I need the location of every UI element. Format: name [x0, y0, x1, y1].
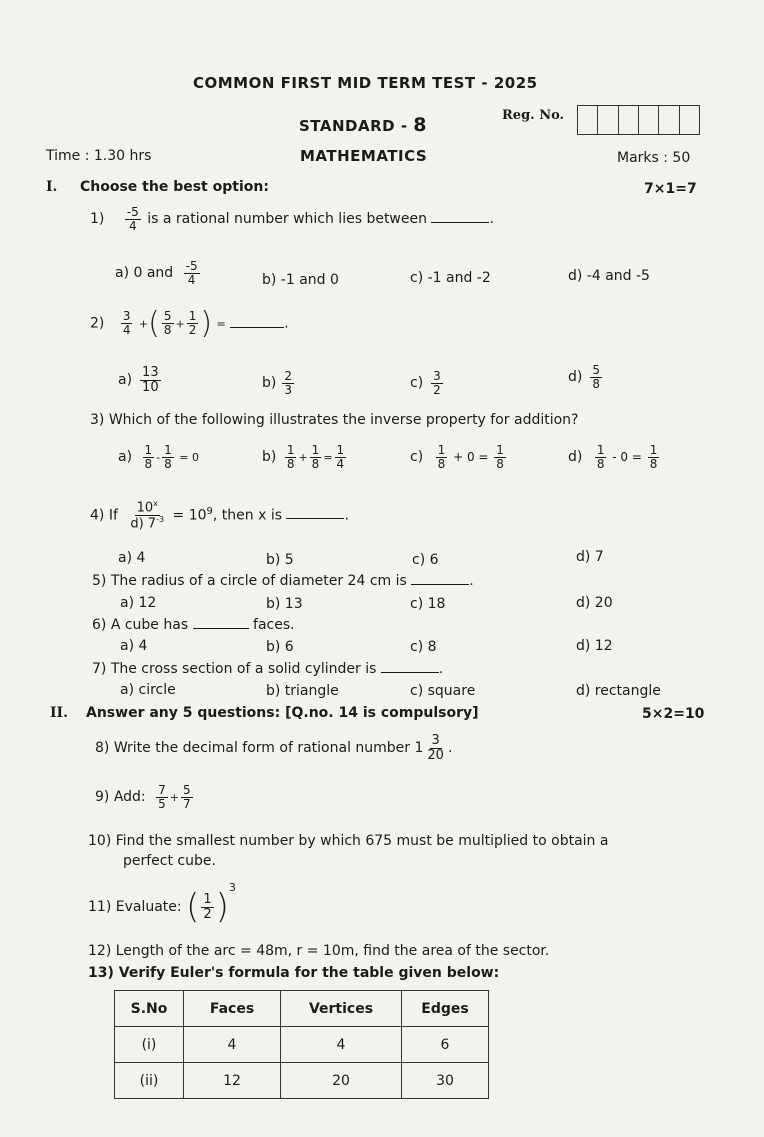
standard-label: STANDARD - 8	[299, 114, 427, 136]
q6-option-c: c) 8	[410, 639, 437, 655]
q2-option-d: d) $\frac{5}{8}$	[568, 363, 600, 391]
q3-option-d: d) $\frac{1}{8}$ - 0 = $\frac{1}{8}$	[568, 443, 658, 471]
question-8: 8) Write the decimal form of rational number 1 $\frac{3}{20}$ .	[95, 733, 453, 763]
answer-blank	[431, 210, 489, 223]
section-1-marks: 7×1=7	[644, 181, 697, 197]
table-cell: (ii)	[115, 1063, 184, 1099]
question-2: 2) $\frac{3}{4}$ +( $\frac{5}{8}$ + $\frac{1}{2}$ ) = .	[90, 306, 289, 341]
time-label: Time : 1.30 hrs	[46, 148, 152, 164]
q5-option-d: d) 20	[576, 595, 613, 611]
question-10-line-1: 10) Find the smallest number by which 675 must be multiplied to obtain a	[88, 833, 609, 849]
section-1-number: I.	[46, 179, 58, 195]
question-13: 13) Verify Euler's formula for the table given below:	[88, 965, 500, 981]
q3-option-b: b) $\frac{1}{8}$ + $\frac{1}{8}$ = $\frac{1}{4}$	[262, 443, 345, 471]
q3-option-c: c) $\frac{1}{8}$ + 0 = $\frac{1}{8}$	[410, 443, 504, 471]
answer-blank	[230, 315, 284, 328]
q2-option-b: b) $\frac{2}{3}$	[262, 369, 292, 397]
q7-option-d: d) rectangle	[576, 683, 661, 699]
q4-option-d: d) 7	[576, 549, 604, 565]
question-4: 4) If $\frac{10^x}{d) 7^{-3}}$ = $10^9$, then x is .	[90, 499, 349, 532]
question-3: 3) Which of the following illustrates the inverse property for addition?	[90, 412, 579, 428]
q6-option-b: b) 6	[266, 639, 294, 655]
table-header-cell: Edges	[402, 991, 489, 1027]
question-12: 12) Length of the arc = 48m, r = 10m, find the area of the sector.	[88, 943, 550, 959]
table-header-cell: Vertices	[281, 991, 402, 1027]
answer-blank	[411, 572, 469, 585]
question-10-line-2: perfect cube.	[123, 853, 216, 869]
answer-blank	[286, 506, 344, 519]
question-5: 5) The radius of a circle of diameter 24 cm is .	[92, 573, 474, 589]
euler-table	[114, 990, 489, 1099]
question-6: 6) A cube has faces.	[92, 617, 295, 633]
q5-option-a: a) 12	[120, 595, 157, 611]
q5-option-b: b) 13	[266, 596, 303, 612]
q6-option-a: a) 4	[120, 638, 148, 654]
answer-blank	[381, 660, 439, 673]
table-cell: 20	[281, 1063, 402, 1099]
table-header-cell: S.No	[115, 991, 184, 1027]
question-11: 11) Evaluate: ( $\frac{1}{2}$ )$^3$	[88, 881, 236, 927]
q7-option-b: b) triangle	[266, 683, 339, 699]
q7-option-c: c) square	[410, 683, 476, 699]
table-cell: 6	[402, 1027, 489, 1063]
question-1: 1) $\frac{-5}{4}$ is a rational number which lies between .	[90, 205, 494, 233]
table-header-cell: Faces	[184, 991, 281, 1027]
q6-option-d: d) 12	[576, 638, 613, 654]
question-7: 7) The cross section of a solid cylinder is .	[92, 661, 444, 677]
q2-option-c: c) $\frac{3}{2}$	[410, 369, 441, 397]
q4-option-a: a) 4	[118, 550, 146, 566]
table-cell: (i)	[115, 1027, 184, 1063]
table-header-row	[115, 991, 489, 1027]
q3-option-a: a) $\frac{1}{8}$ - $\frac{1}{8}$ = 0	[118, 443, 199, 471]
q4-option-c: c) 6	[412, 552, 439, 568]
marks-label: Marks : 50	[617, 150, 691, 166]
reg-no-boxes	[577, 105, 700, 135]
q4-option-b: b) 5	[266, 552, 294, 568]
section-2-title: Answer any 5 questions: [Q.no. 14 is compulsory]	[86, 705, 479, 721]
subject: MATHEMATICS	[300, 147, 428, 165]
exam-title: COMMON FIRST MID TERM TEST - 2025	[193, 74, 538, 92]
table-row	[115, 1027, 489, 1063]
table-row	[115, 1063, 489, 1099]
q1-option-c: c) -1 and -2	[410, 270, 491, 286]
answer-blank	[193, 616, 249, 629]
table-cell: 12	[184, 1063, 281, 1099]
section-2-number: II.	[50, 705, 68, 721]
q1-option-b: b) -1 and 0	[262, 272, 339, 288]
reg-no-label: Reg. No.	[502, 108, 565, 123]
table-cell: 4	[184, 1027, 281, 1063]
table-cell: 4	[281, 1027, 402, 1063]
q7-option-a: a) circle	[120, 682, 176, 698]
q1-option-d: d) -4 and -5	[568, 268, 650, 284]
table-cell: 30	[402, 1063, 489, 1099]
section-2-marks: 5×2=10	[642, 706, 705, 722]
section-1-title: Choose the best option:	[80, 179, 269, 195]
question-9: 9) Add: $\frac{7}{5}$ + $\frac{5}{7}$	[95, 783, 191, 811]
q2-option-a: a) $\frac{13}{10}$	[118, 365, 159, 395]
q1-option-a: a) 0 and $\frac{-5}{4}$	[115, 259, 198, 287]
q5-option-c: c) 18	[410, 596, 446, 612]
